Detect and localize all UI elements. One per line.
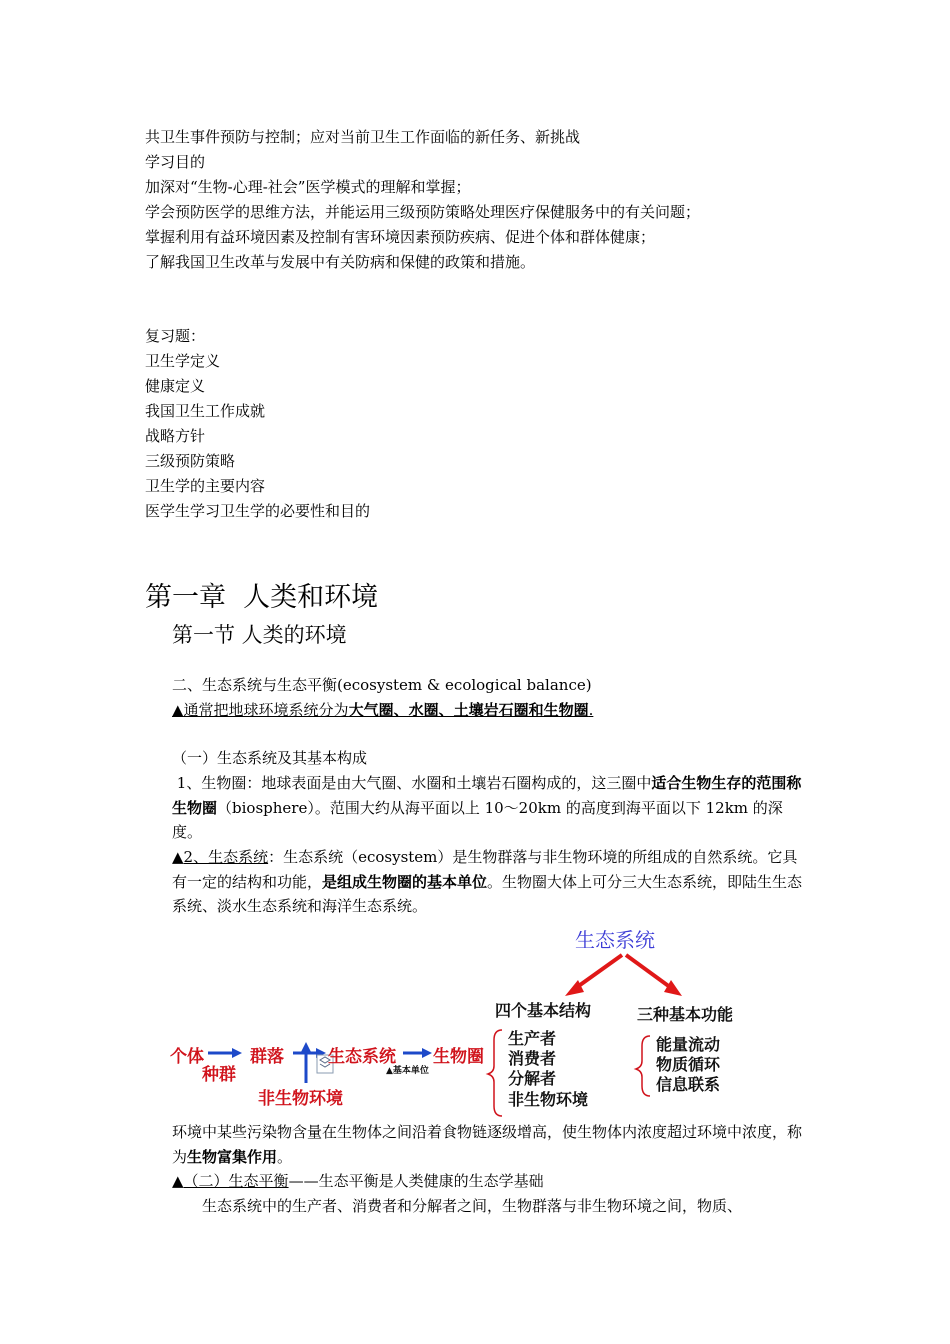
structure-item: 消费者 [508, 1049, 557, 1068]
function-item: 物质循环 [656, 1055, 721, 1074]
p1-b: （biosphere）。范围大约从海平面以上 10～20km 的高度到海平面以下 12km 的深度。 [172, 798, 783, 841]
structure-item: 生产者 [508, 1029, 557, 1048]
chain-individual: 个体 [170, 1047, 204, 1067]
red-arrow-right [626, 955, 674, 990]
arrowhead [422, 1048, 432, 1058]
brace-structures [488, 1030, 502, 1116]
function-item: 能量流动 [656, 1035, 721, 1054]
p1-a: 1、生物圈：地球表面是由大气圈、水圈和土壤岩石圈构成的，这三圈中 [172, 774, 652, 792]
ecosystem-diagram [160, 918, 800, 1118]
biosphere-paragraph [172, 771, 812, 845]
intro-line-2: 学习目的 [145, 153, 206, 171]
intro-line-3: 加深对“生物-心理-社会”医学模式的理解和掌握； [145, 178, 471, 196]
functions-heading: 三种基本功能 [637, 1005, 734, 1024]
sub2-underlined: （二）生态平衡 [183, 1172, 289, 1190]
p2-underlined: 2、生态系统 [183, 848, 269, 866]
review-item: 健康定义 [145, 377, 206, 395]
section2-intro [172, 698, 812, 723]
function-item: 信息联系 [656, 1075, 721, 1094]
arrowhead [301, 1042, 311, 1052]
p2-b: 。生物圈大体上可分三大生态系统，即陆生生态系统、淡水生态系统和海洋生态系统。 [172, 872, 803, 915]
sub2-rest: ——生态平衡是人类健康的生态学基础 [288, 1172, 544, 1190]
chain-population: 种群 [202, 1065, 236, 1085]
arrowhead [232, 1048, 242, 1058]
sub1-heading: （一）生态系统及其基本构成 [172, 749, 368, 767]
intro-line-5: 掌握利用有益环境因素及控制有害环境因素预防疾病、促进个体和群体健康； [145, 228, 656, 246]
review-item: 卫生学定义 [145, 352, 221, 370]
basic-unit-note: ▲基本单位 [386, 1066, 429, 1076]
after-bold: 生物富集作用 [187, 1147, 278, 1166]
intro-end: . [588, 701, 594, 719]
review-heading: 复习题： [145, 327, 206, 345]
structure-item: 非生物环境 [508, 1090, 589, 1109]
brace-functions [636, 1036, 650, 1096]
diagram-title: 生态系统 [575, 928, 655, 952]
review-item: 医学生学习卫生学的必要性和目的 [145, 502, 371, 520]
intro-line-6: 了解我国卫生改革与发展中有关防病和保健的政策和措施。 [145, 253, 536, 271]
intro-bold: 大气圈、水圈、土壤岩石圈和生物圈 [348, 701, 589, 719]
p2-a: ：生态系统（ecosystem）是生物群落与非生物环境的所组成的自然系统。它具有一定的结构和功能， [172, 848, 798, 891]
p2-tri: ▲ [172, 848, 184, 866]
structure-item: 分解者 [508, 1069, 557, 1088]
intro-line-4: 学会预防医学的思维方法，并能运用三级预防策略处理医疗保健服务中的有关问题； [145, 203, 701, 221]
chain-community: 群落 [250, 1047, 284, 1067]
sub2-tri: ▲ [172, 1172, 184, 1190]
sub2-heading [172, 1169, 812, 1194]
after-a: 环境中某些污染物含量在生物体之间沿着食物链逐级增高，使生物体内浓度超过环境中浓度，称为 [172, 1123, 803, 1166]
last-line: 生态系统中的生产者、消费者和分解者之间，生物群落与非生物环境之间，物质、 [172, 1197, 743, 1215]
p2-bold: 是组成生物圈的基本单位 [322, 872, 488, 891]
chapter-title: 第一章 人类和环境 [145, 582, 379, 613]
review-item: 战略方针 [145, 427, 206, 445]
section2-heading: 二、生态系统与生态平衡(ecosystem & ecological balance) [172, 676, 592, 694]
p1-bold: 适合生物生存的范围称生物圈 [172, 774, 802, 817]
chain-ecosystem: 生态系统 [328, 1047, 396, 1067]
structures-heading: 四个基本结构 [495, 1001, 592, 1020]
triangle-marker: ▲ [172, 701, 184, 719]
chain-abiotic: 非生物环境 [258, 1089, 343, 1109]
review-item: 卫生学的主要内容 [145, 477, 266, 495]
chain-biosphere: 生物圈 [433, 1047, 484, 1067]
intro-plain: 通常把地球环境系统分为 [183, 701, 349, 719]
ecosystem-paragraph [172, 845, 812, 919]
intro-line-1: 共卫生事件预防与控制；应对当前卫生工作面临的新任务、新挑战 [145, 128, 581, 146]
after-end: 。 [277, 1147, 293, 1166]
bioaccumulation-paragraph [172, 1120, 812, 1169]
review-item: 我国卫生工作成就 [145, 402, 266, 420]
section-title: 第一节 人类的环境 [172, 623, 347, 647]
review-item: 三级预防策略 [145, 452, 236, 470]
